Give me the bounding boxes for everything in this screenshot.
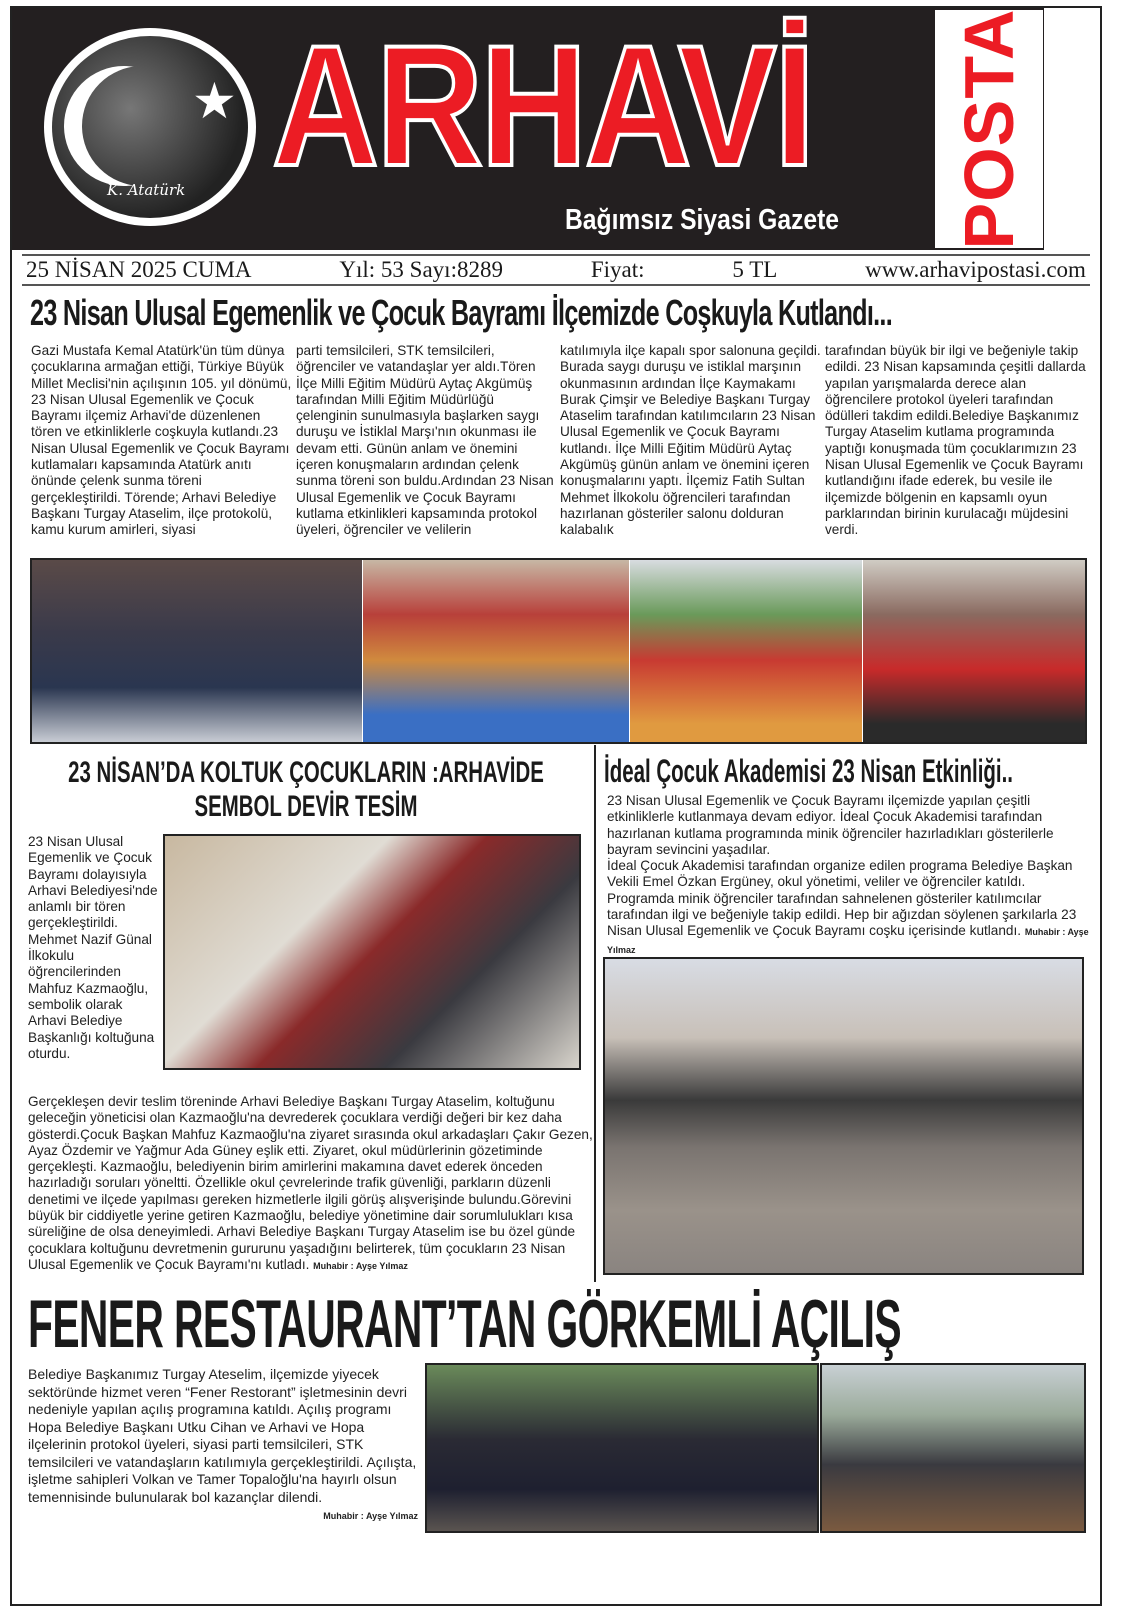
photo-gym-performance bbox=[363, 560, 629, 742]
article2-headline-line1: 23 NİSAN’DA KOLTUK ÇOCUKLARIN :ARHAVİDE bbox=[68, 756, 544, 789]
posta-box bbox=[935, 10, 1043, 248]
article1-col4: tarafından büyük bir ilgi ve beğeniyle takip edildi. 23 Nisan kapsamında çeşitli dallarda yapılan yarışmalarda derece alan öğrencilere protokol üyeleri tarafından ödülleri takdim edildi.Belediye Başkanımız Turgay Ataselim kutlama programında yaptığı konuşmada tüm çocuklarımızın 23 Nisan Ulusal Egemenlik ve Çocuk Bayramı kutlandığını ifade ederek, bu vesile ile ilçemizde bölgenin en kapsamlı oyun parklarından birinin kurulacağı müjdesini verdi. bbox=[825, 343, 1086, 538]
title-suffix: POSTA bbox=[950, 8, 1028, 250]
article2-headline-line2: SEMBOL DEVİR TESİM bbox=[194, 790, 418, 823]
article2-body-text: Gerçekleşen devir teslim töreninde Arhavi Belediye Başkanı Turgay Ataselim, koltuğunu geleceğin yöneticisi olan Kazmaoğlu'na devrederek çocuklara verdiği değeri bir kez daha gösterdi.Çocuk Başkan Mahfuz Kazmaoğlu'na ziyaret sırasında okul arkadaşları Çakır Gezen, Ayaz Özdemir ve Yağmur Ada Güney eşlik etti. Ziyaret, okul müdürlerinin gözetiminde gerçekleşti. Kazmaoğlu, belediyenin birim amirlerini makamına davet ederek önceden hazırladığı soruları yöneltti. Özellikle okul çevrelerinde trafik güvenliği, parkların düzenli denetimi ve ilçede yapılması gereken hizmetlerle ilgili görüş alışverişinde bulundu.Görevini büyük bir ciddiyetle yerine getiren Kazmaoğlu, belediye yönetimine dair sorumlulukları kısa süreliğine de olsa deneyimledi. Arhavi Belediye Başkanı Turgay Ataselim ise bu özel günde çocuklara koltuğunu devretmenin gururunu yaşadığını belirterek, tüm çocukların 23 Nisan Ulusal Egemenlik ve Çocuk Bayramı'nı kutladı. bbox=[28, 1094, 593, 1272]
issue-number: Yıl: 53 Sayı:8289 bbox=[339, 257, 503, 282]
price-label: Fiyat: bbox=[590, 257, 645, 282]
article3-body-p2: İdeal Çocuk Akademisi tarafından organize edilen programa Belediye Başkan Vekili Emel Özkan Ergüney, okul yönetimi, veliler ve öğrenciler katıldı. Programda minik öğrenciler tarafından sahnelenen gösteriler katılımcılar tarafından ilgi ve beğeniyle takip edildi. Hep bir ağızdan söylenen şarkılarla 23 Nisan Ulusal Egemenlik ve Çocuk Bayramı coşku içerisinde kutlandı. bbox=[607, 858, 1077, 939]
photo-audience bbox=[32, 560, 362, 742]
newspaper-title: ARHAVİ bbox=[272, 10, 813, 202]
logo-signature: K. Atatürk bbox=[107, 181, 186, 199]
article1-col1: Gazi Mustafa Kemal Atatürk'ün tüm dünya çocuklarına armağan ettiği, Türkiye Büyük Millet Meclisi'nin açılışının 105. yıl dönümü, 23 Nisan Ulusal Egemenlik ve Çocuk Bayramı ilçemiz Arhavi'de düzenlenen tören ve etkinliklerle coşkuyla kutlandı.23 Nisan Ulusal Egemenlik ve Çocuk Bayramı kutlamaları kapsamında Atatürk anıtı önünde çelenk sunma töreni gerçekleştirildi. Törende; Arhavi Belediye Başkanı Turgay Ataselim, ilçe protokolü, kamu kurum amirleri, siyasi bbox=[31, 343, 292, 538]
photo-ribbon-cutting bbox=[425, 1363, 819, 1533]
issue-date: 25 NİSAN 2025 CUMA bbox=[26, 257, 252, 282]
article2-body bbox=[28, 1094, 593, 1284]
article3-body bbox=[607, 793, 1092, 955]
article2-headline bbox=[34, 756, 578, 824]
photo-strip bbox=[30, 558, 1087, 744]
photo-restaurant-table bbox=[820, 1363, 1086, 1533]
article4-byline: Muhabir : Ayşe Yılmaz bbox=[323, 1511, 418, 1521]
date-bar bbox=[22, 254, 1090, 286]
column-divider bbox=[594, 745, 596, 1282]
article2-side-text: 23 Nisan Ulusal Egemenlik ve Çocuk Bayramı dolayısıyla Arhavi Belediyesi'nde anlamlı bir tören gerçekleştirildi. Mehmet Nazif Günal İlkokulu öğrencilerinden Mahfuz Kazmaoğlu, sembolik olarak Arhavi Belediye Başkanlığı koltuğuna oturdu. bbox=[28, 834, 158, 1061]
photo-child-mayor bbox=[163, 834, 581, 1070]
star-icon: ★ bbox=[192, 73, 237, 129]
tagline: Bağımsız Siyasi Gazete bbox=[565, 204, 840, 236]
price: 5 TL bbox=[732, 257, 778, 282]
article3-byline: Muhabir : Ayşe Yılmaz bbox=[607, 927, 1089, 955]
article1-col3: katılımıyla ilçe kapalı spor salonuna geçildi. Burada saygı duruşu ve istiklal marşının okunmasının ardından İlçe Kaymakamı Burak Çimşir ve Belediye Başkanı Turgay Ataselim tarafından katılımcıların 23 Nisan Ulusal Egemenlik ve Çocuk Bayramı kutlandı. İlçe Milli Eğitim Müdürü Aytaç Akgümüş günün anlam ve önemini içeren konuşmalarını yaptı. İlçemiz Fatih Sultan Mehmet İlkokolu öğrencileri tarafından hazırlanan gösteriler salonu dolduran kalabalık bbox=[560, 343, 821, 538]
website[interactable]: www.arhavipostasi.com bbox=[865, 257, 1086, 282]
photo-mayor-children bbox=[863, 560, 1087, 742]
article3-body-p1: 23 Nisan Ulusal Egemenlik ve Çocuk Bayramı ilçemizde yapılan çeşitli etkinliklerle kutlanmaya devam ediyor. İdeal Çocuk Akademisi tarafından hazırlanan kutlama programında minik öğrenciler hazırladıkları gösterilerle bayram sevincini yaşadılar. bbox=[607, 793, 1054, 857]
headline-main: 23 Nisan Ulusal Egemenlik ve Çocuk Bayramı İlçemizde Coşkuyla Kutlandı... bbox=[30, 292, 893, 333]
article2-byline: Muhabir : Ayşe Yılmaz bbox=[313, 1260, 408, 1271]
photo-school-celebration bbox=[603, 957, 1084, 1275]
photo-children-dance bbox=[630, 560, 862, 742]
article3-headline: İdeal Çocuk Akademisi 23 Nisan Etkinliği.. bbox=[604, 753, 1013, 789]
article4-headline: FENER RESTAURANT’TAN GÖRKEMLİ AÇILIŞ bbox=[28, 1286, 901, 1362]
article4-body-text: Belediye Başkanımız Turgay Ateselim, ilçemizde yiyecek sektöründe hizmet veren “Fener Restorant” işletmesinin devri nedeniyle yapılan açılış programına katıldı. Açılış programı Hopa Belediye Başkanı Utku Cihan ve Arhavi ve Hopa ilçelerinin protokol üyeleri, siyasi parti temsilcileri, STK temsilcileri ve vatandaşların katılımıyla gerçekleştirildi. Açılışta, işletme sahipleri Volkan ve Tamer Topaloğlu'na hayırlı olsun temennisinde bulunularak bol kazançlar dilendi. bbox=[28, 1366, 417, 1505]
ataturk-logo bbox=[44, 28, 256, 226]
article1-col2: parti temsilcileri, STK temsilcileri, öğrenciler ve vatandaşlar yer aldı.Tören İlçe Milli Eğitim Müdürü Aytaç Akgümüş tarafından Milli Eğitim Müdürlüğü çelenginin sunulmasıyla başlarken saygı duruşu ve İstiklal Marşı'nın okunması ile devam etti. Günün anlam ve önemini içeren konuşmaların ardından çelenk sunma töreni son buldu.Ardından 23 Nisan Ulusal Egemenlik ve Çocuk Bayramı kutlama etkinlikleri kapsamında protokol üyeleri, öğrenciler ve velilerin bbox=[296, 343, 554, 538]
article4-body bbox=[28, 1366, 418, 1541]
